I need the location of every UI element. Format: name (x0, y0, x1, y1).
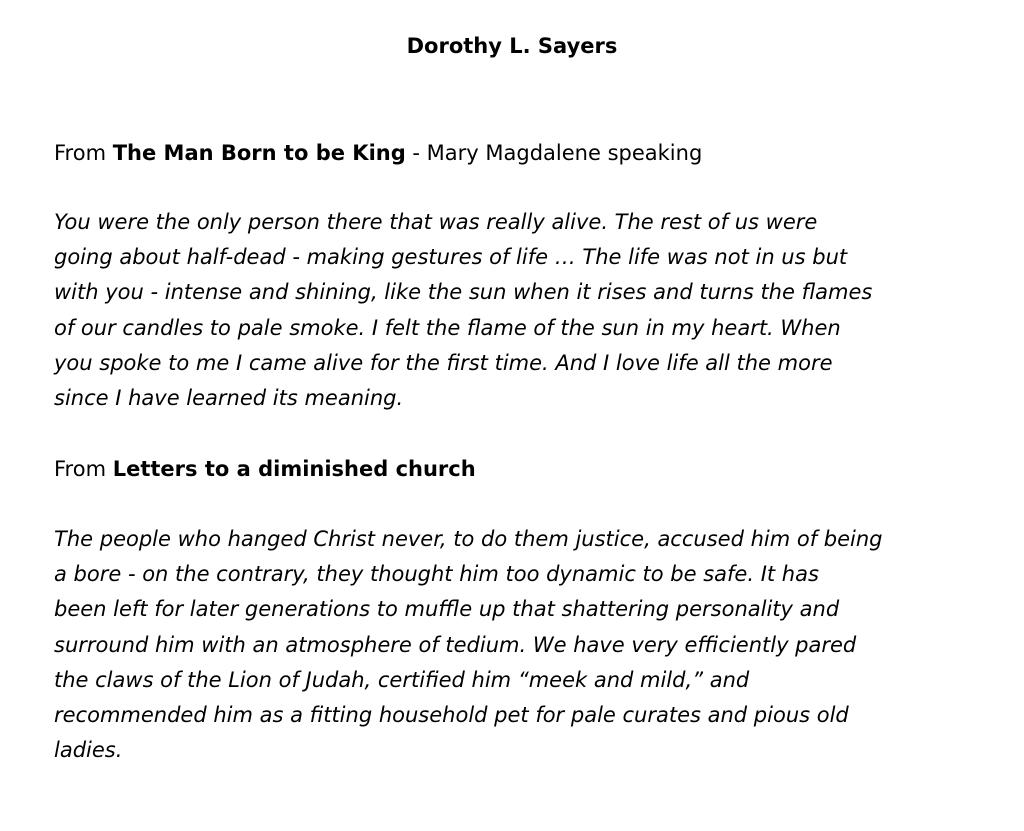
quote-line: a bore - on the contrary, they thought him too dynamic to be safe. It has (54, 562, 819, 587)
quote-line: of our candles to pale smoke. I felt the flame of the sun in my heart. When (54, 315, 841, 340)
section-prefix: From (54, 457, 107, 481)
quote-line: the claws of the Lion of Judah, certified him “meek and mild,” and (54, 667, 750, 692)
quote-mary-magdalene (54, 205, 994, 416)
quote-letters (54, 522, 994, 768)
quote-line: The people who hanged Christ never, to do them justice, accused him of being (54, 527, 883, 551)
quote-line: been left for later generations to muffle up that shattering personality and (54, 597, 840, 622)
quote-line: you spoke to me I came alive for the first time. And I love life all the more (54, 350, 833, 375)
quote-line: since I have learned its meaning. (54, 386, 404, 411)
quote-line: going about half-dead - making gestures of life … The life was not in us but (54, 245, 848, 270)
quote-line: You were the only person there that was really alive. The rest of us were (54, 210, 818, 234)
quote-line: with you - intense and shining, like the sun when it rises and turns the flames (54, 280, 873, 305)
section-heading-man-born-to-be-king (54, 137, 994, 169)
quote-line: surround him with an atmosphere of tedium. We have very efficiently pared (54, 632, 857, 657)
quote-line: ladies. (54, 738, 123, 763)
section-heading-letters-to-a-diminished-church (54, 453, 994, 485)
work-title: Letters to a diminished church (112, 457, 476, 481)
section-prefix: From (54, 141, 107, 165)
section-suffix: - Mary Magdalene speaking (405, 141, 703, 165)
quote-line: recommended him as a fitting household pet for pale curates and pious old (54, 703, 849, 728)
work-title: The Man Born to be King (112, 141, 406, 165)
document-title: Dorothy L. Sayers (406, 34, 618, 58)
